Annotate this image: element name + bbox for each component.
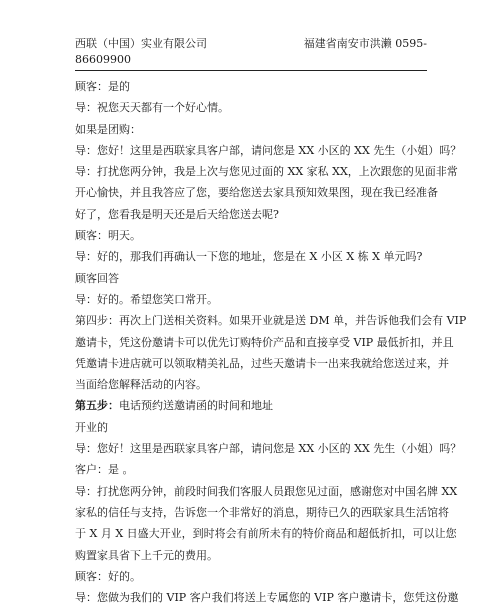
text-line xyxy=(75,395,427,416)
line-text: 家私的信任与支持，告诉您一个非常好的消息，期待已久的西联家具生活馆将 xyxy=(75,505,449,519)
line-text: 第四步：再次上门送相关资料。如果开业就是送 DM 单，并告诉他我们会有 VIP xyxy=(75,314,467,328)
header-contact-address: 福建省南安市洪濑 0595- xyxy=(303,37,427,50)
header-company-name: 西联（中国）实业有限公司 xyxy=(75,37,207,50)
text-line xyxy=(75,481,458,502)
text-line xyxy=(75,310,467,331)
text-line xyxy=(75,523,457,544)
line-text: 导：好的，那我们再确认一下您的地址，您是在 X 小区 X 栋 X 单元吗? xyxy=(75,250,423,264)
line-text: 导：您做为我们的 VIP 客户我们将送上专属您的 VIP 客户邀请卡，您凭这份邀 xyxy=(75,591,459,605)
text-line xyxy=(75,204,427,225)
line-text: 开心愉快，并且我答应了您，要给您送去家具预知效果图，现在我已经准备 xyxy=(75,186,438,200)
line-text: 邀请卡，凭这份邀请卡可以优先订购特价产品和直接享受 VIP 最低折扣，并且 xyxy=(75,335,454,349)
text-line xyxy=(75,353,449,374)
line-text: 顾客：是的 xyxy=(75,80,130,93)
line-text: 如果是团购： xyxy=(75,122,141,136)
header-divider xyxy=(75,70,427,71)
text-line xyxy=(75,566,427,587)
page-header xyxy=(75,0,427,72)
line-text: 导：您好！这里是西联家具客户部，请问您是 XX 小区的 XX 先生（小姐）吗？ xyxy=(75,143,462,157)
header-contact-phone: 86609900 xyxy=(75,53,131,66)
text-line xyxy=(75,268,427,289)
line-text: 顾客：明天。 xyxy=(75,229,141,243)
text-line xyxy=(75,289,427,310)
line-text: 当面给您解释活动的内容。 xyxy=(75,378,207,392)
text-line xyxy=(75,161,458,182)
line-text: 导：好的。希望您笑口常开。 xyxy=(75,292,218,306)
text-line xyxy=(75,246,427,267)
line-text: 电话预约送邀请函的时间和地址 xyxy=(119,399,273,413)
text-line xyxy=(75,545,427,566)
text-line xyxy=(75,140,462,161)
line-text: 于 X 月 X 日盛大开业，到时将会有前所未有的特价商品和超低折扣，可以让您 xyxy=(75,527,457,541)
line-text: 顾客回答 xyxy=(75,271,119,285)
step-heading: 第五步： xyxy=(75,399,119,413)
line-text: 导：您好！这里是西联家具客户部，请问您是 XX 小区的 XX 先生（小姐）吗？ xyxy=(75,442,462,456)
text-line xyxy=(75,225,427,246)
text-line xyxy=(75,374,427,395)
line-text: 导：打扰您两分钟，我是上次与您见过面的 XX 家私 XX，上次跟您的见面非常 xyxy=(75,165,458,179)
text-line xyxy=(75,119,427,140)
text-line xyxy=(75,587,459,608)
text-line xyxy=(75,502,449,523)
line-text: 开业的 xyxy=(75,420,108,434)
text-line xyxy=(75,417,427,438)
line-text: 好了，您看我是明天还是后天给您送去呢? xyxy=(75,207,279,221)
line-text: 凭邀请卡进店就可以领取精美礼品，过些天邀请卡一出来我就给您送过来，并 xyxy=(75,356,449,370)
text-line xyxy=(75,332,454,353)
text-line xyxy=(75,182,438,203)
line-text: 导：祝您天天都有一个好心情。 xyxy=(75,101,229,115)
text-line xyxy=(75,459,427,480)
text-line xyxy=(75,438,462,459)
line-text: 顾客：好的。 xyxy=(75,569,141,583)
line-text: 购置家具省下上千元的费用。 xyxy=(75,548,218,562)
line-text: 客户：是 。 xyxy=(75,463,134,477)
line-text: 导：打扰您两分钟，前段时间我们客服人员跟您见过面，感谢您对中国名牌 XX xyxy=(75,484,458,498)
text-line xyxy=(75,76,427,97)
text-line xyxy=(75,97,427,118)
document-page xyxy=(75,0,467,605)
document-body xyxy=(75,76,467,608)
